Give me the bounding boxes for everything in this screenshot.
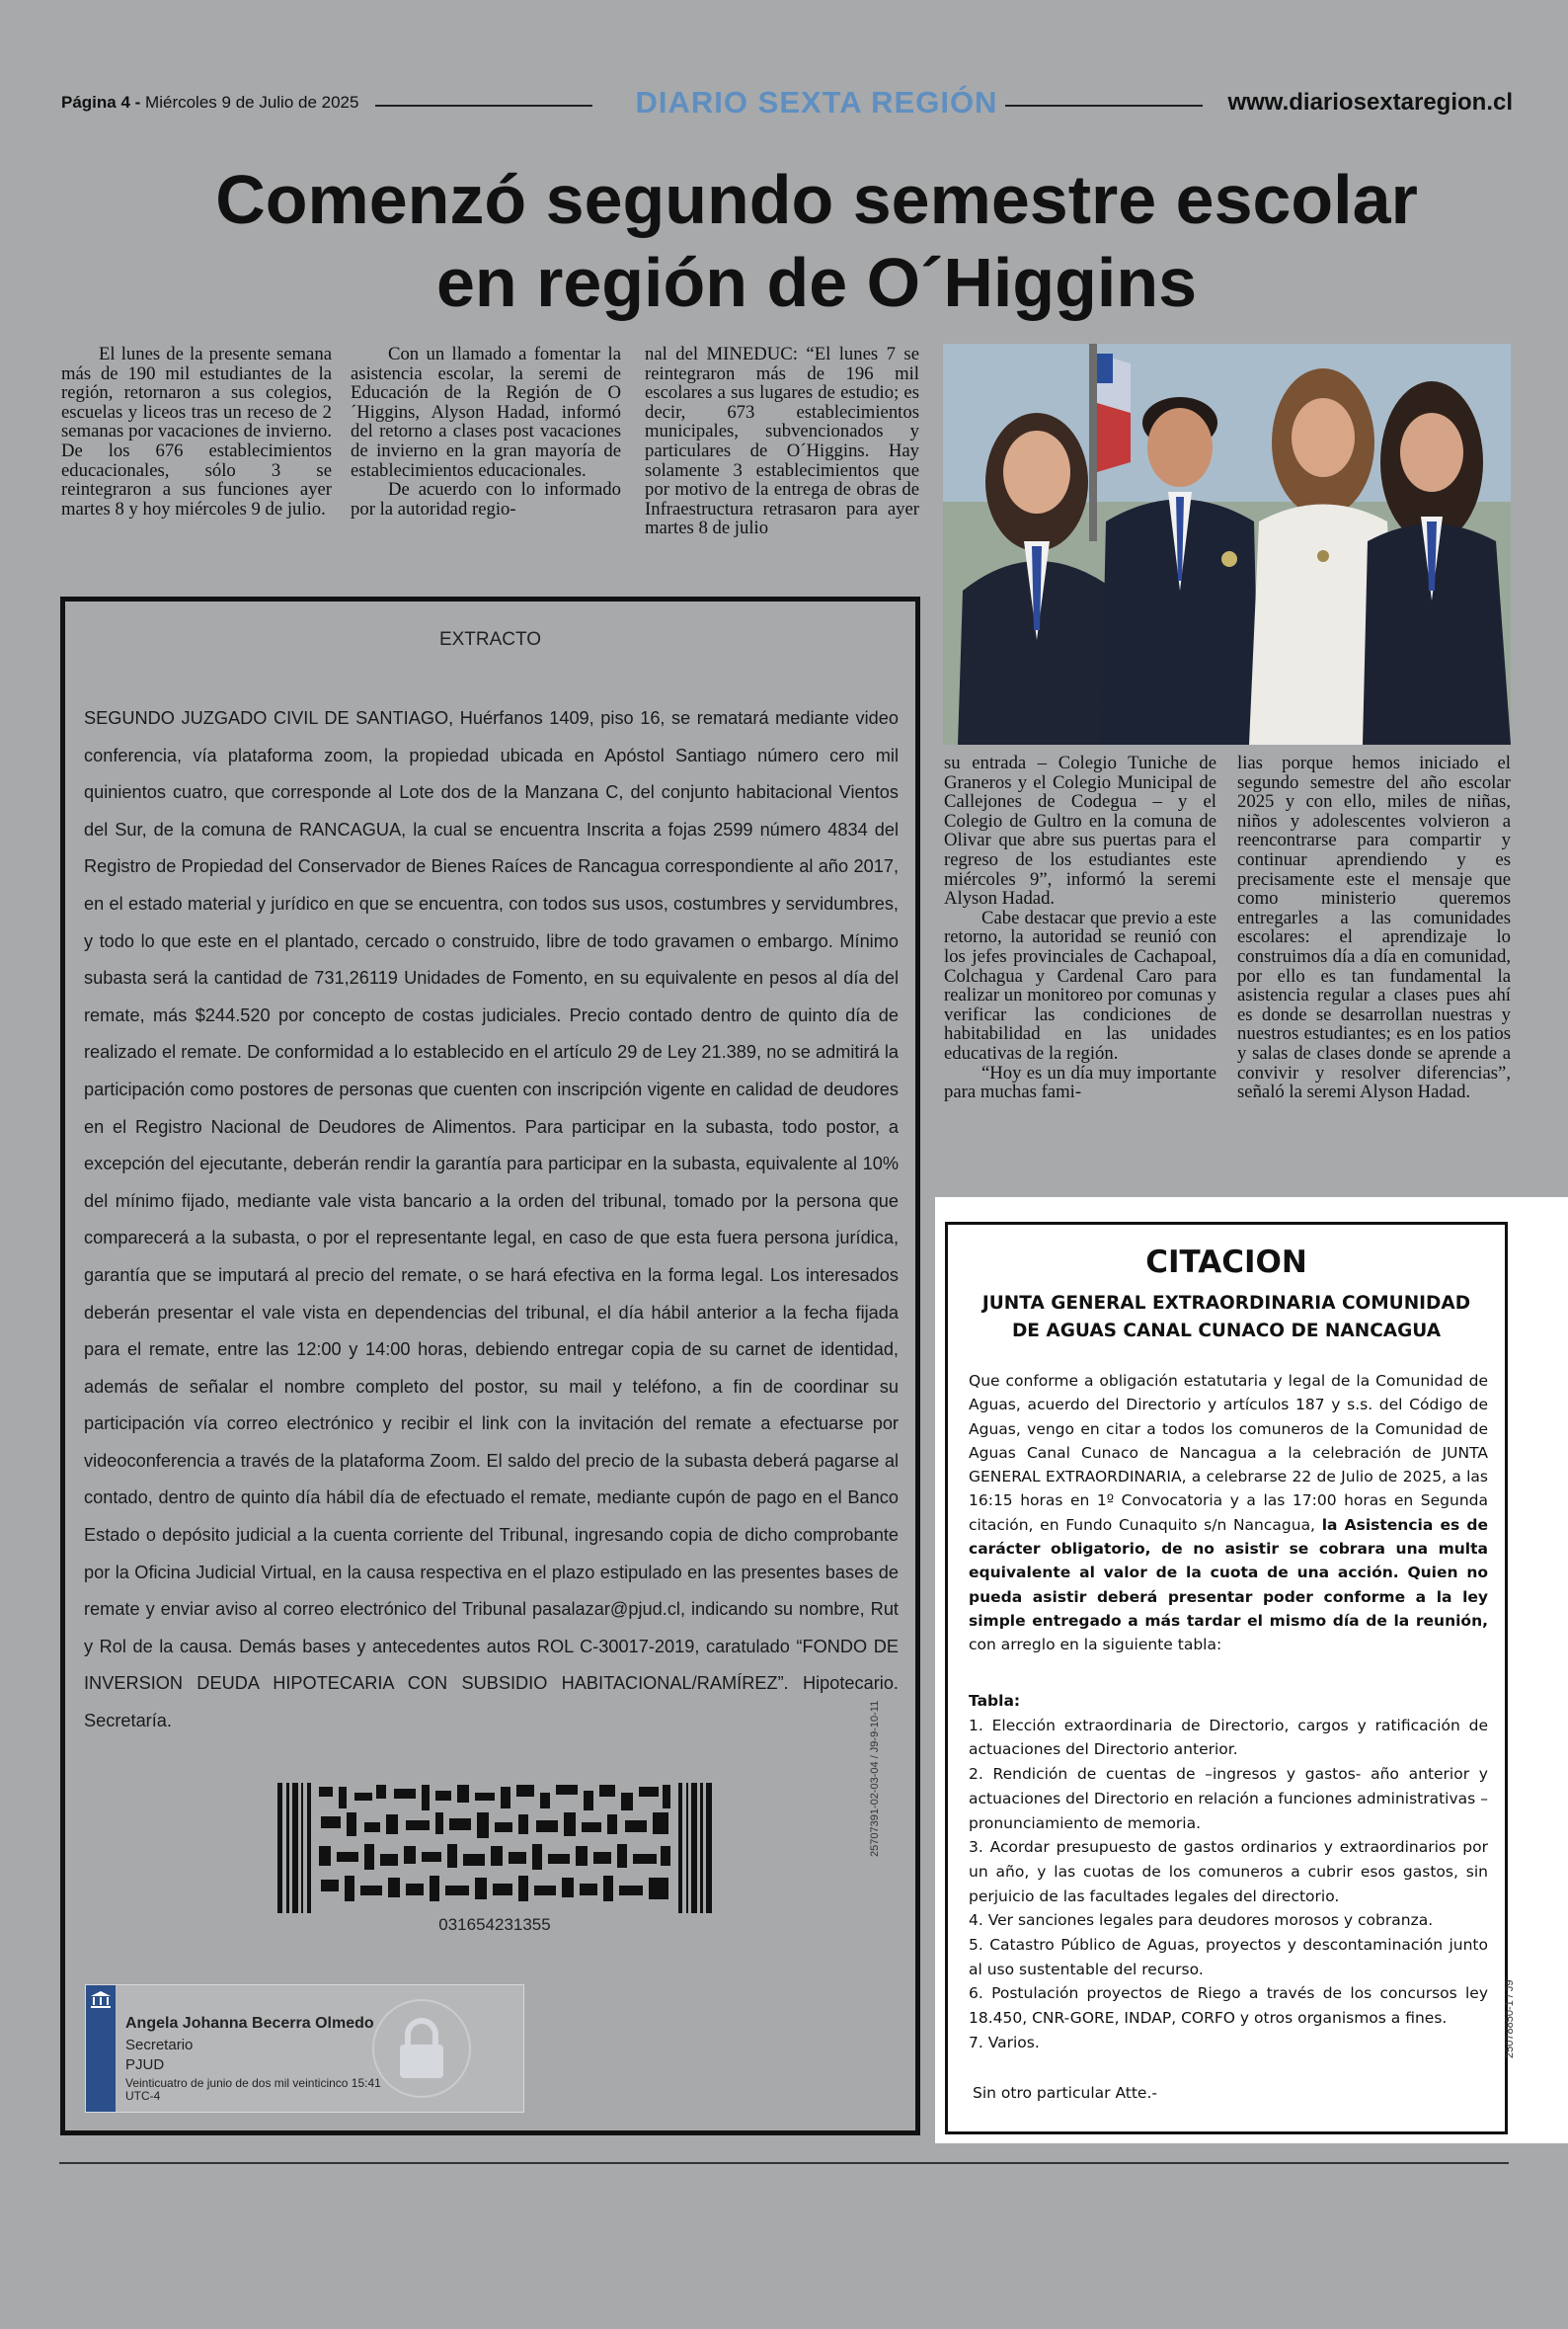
article-paragraph: Con un llamado a fomentar la asistencia escolar, la seremi de Educación de la Región de O´Higgins, Alyson Hadad, informó del retorno a clases post vacaciones de invierno en la gran mayoría de establecimientos educacionales. (351, 344, 621, 481)
page-header (61, 85, 1513, 124)
citacion-closing: Sin otro particular Atte.- (973, 2084, 1157, 2102)
signature-timestamp: Veinticuatro de junio de dos mil veinticinco 15:41 UTC-4 (125, 2076, 381, 2103)
citacion-subtitle-line-2: DE AGUAS CANAL CUNACO DE NANCAGUA (1011, 1321, 1442, 1341)
article-column-4 (944, 754, 1216, 1102)
citacion-side-code: 25078850-1 / J9 (1504, 1979, 1516, 2058)
citacion-agenda (969, 1689, 1488, 2055)
agenda-item: 2. Rendición de cuentas de –ingresos y gastos- año anterior y actuaciones del Directorio en relación a funciones administrativas –pronunciamiento de memoria. (969, 1765, 1488, 1832)
electronic-signature (85, 1984, 524, 2113)
barcode-image (277, 1783, 712, 1913)
signature-accent-bar (86, 1985, 116, 2112)
article-paragraph: El lunes de la presente semana más de 190 mil estudiantes de la región, retornaron a sus colegios, escuelas y liceos tras un receso de 2 semanas por vacaciones de invierno. De los 676 establecimientos educacionales, sólo 3 se reintegraron a sus funciones ayer martes 8 y hoy miércoles 9 de julio. (61, 344, 332, 520)
citacion-body-bold: la Asistencia es de carácter obligatorio, de no asistir se cobrara una multa equivalente al valor de la cuota de una acción. Quien no pueda asistir deberá presentar poder conforme a la ley simple entregado a más tardar el mismo día de la reunión, (969, 1515, 1488, 1630)
agenda-item: 1. Elección extraordinaria de Directorio, cargos y ratificación de actuaciones del Directorio anterior. (969, 1716, 1488, 1759)
article-paragraph: Cabe destacar que previo a este retorno, la autoridad se reunió con los jefes provinciales de Cachapoal, Colchagua y Cardenal Caro para realizar un monitoreo por comunas y verificar las condiciones de habitabilidad en las unidades educativas de la región. (944, 907, 1216, 1064)
citacion-body-text: Que conforme a obligación estatutaria y legal de la Comunidad de Aguas, acuerdo del Directorio y artículos 187 y s.s. del Código de Aguas, vengo en citar a todos los comuneros de la Comunidad de Aguas Canal Cunaco de Nancagua a la celebración de JUNTA GENERAL EXTRAORDINARIA, a celebrarse 22 de Julio de 2025, a las 16:15 horas en 1º Convocatoria y a las 17:00 horas en Segunda citación, en Fundo Cunaquito s/n Nancagua, (969, 1372, 1488, 1534)
lock-icon (372, 1999, 471, 2098)
citacion-title: CITACION (1145, 1245, 1307, 1280)
signer-role: Secretario (125, 2037, 194, 2053)
article-column-2 (351, 345, 621, 519)
headline-line-2: en región de O´Higgins (435, 244, 1198, 321)
signer-org: PJUD (125, 2056, 165, 2073)
article-column-1 (61, 345, 332, 519)
agenda-item: 4. Ver sanciones legales para deudores morosos y cobranza. (969, 1911, 1434, 1930)
citacion-body-end: con arreglo en la siguiente tabla: (969, 1636, 1222, 1654)
agenda-title: Tabla: (969, 1692, 1021, 1710)
agenda-item: 7. Varios. (969, 2033, 1040, 2051)
citacion-subtitle (948, 1290, 1505, 1345)
courthouse-icon (86, 1985, 116, 2015)
agenda-item: 3. Acordar presupuesto de gastos ordinarios y extraordinarios por un año, y las cuotas de los comuneros a cubrir esos gastos, sin perjuicio de las facultades legales del directorio. (969, 1838, 1488, 1905)
article-paragraph: su entrada – Colegio Tuniche de Graneros y el Colegio Municipal de Callejones de Codegua – y el Colegio de Gultro en la comuna de Olivar que abre sus puertas para el regreso de los estudiantes este miércoles 9”, informó la seremi Alyson Hadad. (944, 753, 1216, 910)
extracto-side-code: 25707391-02-03-04 / J9-9-10-11 (869, 1700, 881, 1857)
citacion-body (969, 1369, 1488, 1657)
signer-name: Angela Johanna Becerra Olmedo (125, 2015, 374, 2032)
article-headline (61, 158, 1568, 324)
article-photo (943, 344, 1511, 745)
notice-citacion (945, 1222, 1508, 2134)
citacion-subtitle-line-1: JUNTA GENERAL EXTRAORDINARIA COMUNIDAD (981, 1293, 1471, 1314)
students-photo-illustration (943, 344, 1511, 745)
newspaper-url: www.diariosextaregion.cl (1227, 89, 1513, 116)
article-column-3 (645, 345, 919, 538)
headline-line-1: Comenzó segundo semestre escolar (215, 161, 1418, 238)
agenda-item: 5. Catastro Público de Aguas, proyectos y descontaminación junto al uso sustentable del recurso. (969, 1936, 1488, 1978)
page-date: Página 4 - Miércoles 9 de Julio de 2025 (61, 93, 359, 112)
legal-notice-extracto (60, 597, 920, 2135)
article-column-5 (1237, 754, 1511, 1102)
extracto-body: SEGUNDO JUZGADO CIVIL DE SANTIAGO, Huérfanos 1409, piso 16, se rematará mediante video conferencia, vía plataforma zoom, la propiedad ubicada en Apóstol Santiago número cero mil quinientos cuatro, que corresponde al Lote dos de la Manzana C, del conjunto habitacional Vientos del Sur, de la comuna de RANCAGUA, la cual se encuentra Inscrita a fojas 2599 número 4834 del Registro de Propiedad del Conservador de Bienes Raíces de Rancagua correspondiente al año 2017, en el estado material y jurídico en que se encuentra, con todos sus usos, costumbres y servidumbres, y todo lo que este en el plantado, cercado o construido, libre de todo gravamen o embargo. Mínimo subasta será la cantidad de 731,26119 Unidades de Fomento, en su equivalente en pesos al día del remate, más $244.520 por concepto de costas judiciales. Precio contado dentro de quinto día de realizado el remate. De conformidad a lo establecido en el artículo 29 de Ley 21.389, no se admitirá la participación como postores de personas que cuenten con inscripción vigente en calidad de deudores en el Registro Nacional de Deudores de Alimentos. Para participar en la subasta, todo postor, a excepción del ejecutante, deberán rendir la garantía para participar en la subasta, equivalente al 10% del mínimo fijado, mediante vale vista bancario a la orden del tribunal, tomado por la persona que comparecerá a la subasta, o por el representante legal, en caso de que esta fuera persona jurídica, garantía que se imputará al precio del remate, o se hará efectiva en la forma legal. Los interesados deberán presentar el vale vista en dependencias del tribunal, el día hábil anterior a la fecha fijada para el remate, entre las 12:00 y 14:00 horas, debiendo entregar copia de su carnet de identidad, además de señalar el nombre completo del postor, su mail y teléfono, a fin de coordinar su participación vía correo electrónico y recibir el link con la invitación del remate a efectuarse por videoconferencia a través de la plataforma Zoom. El saldo del precio de la subasta deberá pagarse al contado, dentro de quinto día hábil día de efectuado el remate, mediante cupón de pago en el Banco Estado o depósito judicial a la cuenta corriente del Tribunal, ingresando copia de dicho comprobante por la Oficina Judicial Virtual, en la causa respectiva en el plazo estipulado en las presentes bases de remate y enviar aviso al correo electrónico del Tribunal pasalazar@pjud.cl, indicando su nombre, Rut y Rol de la causa. Demás bases y antecedentes autos ROL C-30017-2019, caratulado “FONDO DE INVERSION DEUDA HIPOTECARIA CON SUBSIDIO HABITACIONAL/RAMÍREZ”. Hipotecario. Secretaría. (84, 708, 899, 1731)
extracto-title: EXTRACTO (438, 629, 542, 650)
barcode-number: 031654231355 (438, 1915, 551, 1934)
page-bottom-rule (59, 2162, 1509, 2164)
newspaper-brand: DIARIO SEXTA REGIÓN (635, 85, 998, 120)
article-paragraph: lias porque hemos iniciado el segundo semestre del año escolar 2025 y con ello, miles de niñas, niños y adolescentes volvieron a reencontrarse para compartir y continuar aprendiendo y es precisamente este el mensaje que como ministerio queremos entregarles a las comunidades escolares: el aprendizaje lo construimos día a día en comunidad, por ello es tan fundamental la asistencia regular a clases pues ahí es donde se desarrollan nuestras y nuestros estudiantes; es en los patios y salas de clases donde se aprende a convivir y resolver diferencias”, señaló la seremi Alyson Hadad. (1237, 753, 1511, 1103)
article-paragraph: “Hoy es un día muy importante para muchas fami- (944, 1062, 1216, 1103)
header-rule-right (1005, 105, 1203, 107)
agenda-item: 6. Postulación proyectos de Riego a través de los concursos ley 18.450, CNR-GORE, INDAP, CORFO y otros organismos a fines. (969, 1984, 1488, 2028)
article-paragraph: De acuerdo con lo informado por la autoridad regio- (351, 479, 621, 520)
article-paragraph: nal del MINEDUC: “El lunes 7 se reintegraron más de 196 mil escolares a sus lugares de estudio; es decir, 673 establecimientos municipales, subvencionados y particulares de O´Higgins. Hay solamente 3 establecimientos que por motivo de la entrega de obras de Infraestructura retrasaron para ayer martes 8 de julio (645, 344, 919, 539)
